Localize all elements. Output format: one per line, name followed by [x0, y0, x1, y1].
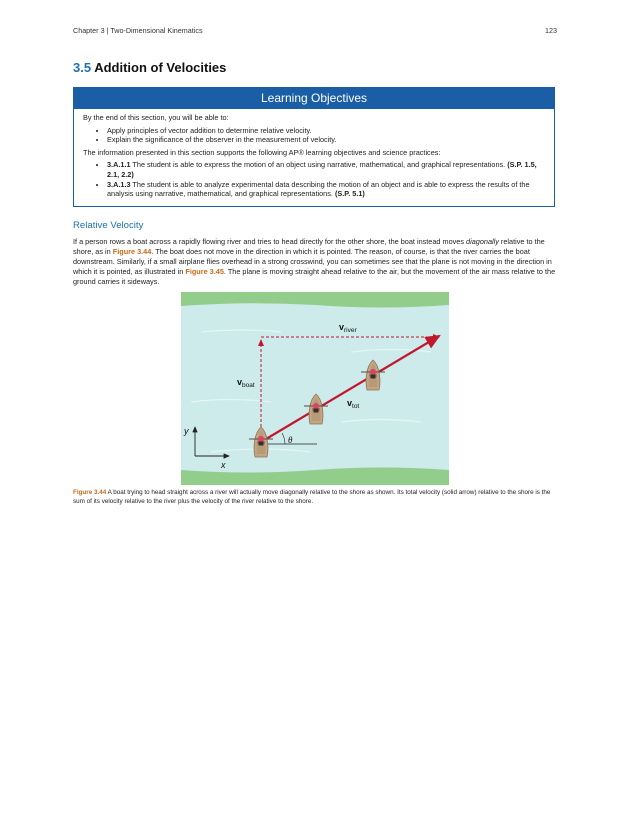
ap-practices: (S.P. 1.5, 2.1, 2.2) [107, 160, 537, 179]
paragraph-text: relative to the shore, as in [73, 237, 545, 256]
theta-label: θ [288, 435, 293, 445]
ap-objective-item [107, 160, 545, 179]
caption-label: Figure 3.44 [73, 489, 107, 496]
chapter-title: Chapter 3 | Two-Dimensional Kinematics [73, 26, 203, 35]
v-tot-label: $v_{tot}$ [347, 398, 360, 410]
ap-text: The student is able to analyze experimental data describing the motion of an object and is able to express the results of the analysis using narrative, mathematical, and graphical representations. [107, 179, 530, 199]
body-paragraph [73, 237, 557, 287]
figure-3-44 [181, 292, 449, 485]
ap-intro: The information presented in this section supports the following AP® learning objectives and science practices: [83, 147, 441, 157]
paragraph-text: If a person rows a boat across a rapidly flowing river and tries to head directly for the other shore, the boat instead moves [73, 237, 467, 246]
ap-code: 3.A.1.1 [107, 160, 131, 170]
x-axis-label: x [221, 460, 226, 470]
ap-code: 3.A.1.3 [107, 179, 131, 189]
paragraph-text: . The plane is moving straight ahead relative to the air, but the movement of the air mass relative to the ground carries it sideways. [73, 267, 556, 286]
y-axis-label: y [184, 426, 189, 436]
paragraph-emphasis: diagonally [466, 237, 499, 246]
objectives-intro: By the end of this section, you will be able to: [83, 113, 229, 122]
v-boat-label: $v_{boat}$ [237, 377, 255, 389]
v-river-label: $v_{river}$ [339, 322, 357, 334]
river-diagram [181, 292, 449, 485]
paragraph-text: . The boat does not move in the direction in which it is pointed. The reason, of course, is that the river carries the boat downstream. Similarly, if a small airplane flies overhead in a strong crosswind, you can sometimes see that the plane is not moving in the direction in which it is pointed, as illustrated in [73, 247, 552, 276]
objectives-list [83, 126, 545, 145]
page-number: 123 [545, 26, 557, 35]
figure-link-3-44[interactable]: Figure 3.44 [112, 247, 152, 256]
ap-practices: (S.P. 5.1) [334, 189, 365, 199]
figure-caption [73, 489, 557, 506]
section-number: 3.5 [73, 60, 92, 75]
objective-item: • Apply principles of vector addition to determine relative velocity. [107, 126, 545, 136]
section-title [73, 60, 226, 75]
ap-objective-item [107, 180, 545, 199]
running-head [73, 26, 557, 35]
caption-text: A boat trying to head straight across a river will actually move diagonally relative to the shore as shown. Its total velocity (solid arrow) relative to the shore is the sum of its velocity relative to the river plus the velocity of the river relative to the shore. [73, 489, 551, 505]
ap-objectives-list [83, 160, 545, 198]
learning-objectives-body [74, 109, 554, 199]
learning-objectives-box [73, 87, 555, 207]
learning-objectives-header: Learning Objectives [74, 88, 554, 109]
figure-link-3-45[interactable]: Figure 3.45 [185, 267, 224, 276]
ap-text: The student is able to express the motion of an object using narrative, mathematical, and graphical representations. [130, 160, 508, 170]
section-heading: Addition of Velocities [94, 60, 227, 75]
objective-item: • Explain the significance of the observer in the measurement of velocity. [107, 135, 545, 145]
subsection-heading: Relative Velocity [73, 220, 144, 231]
